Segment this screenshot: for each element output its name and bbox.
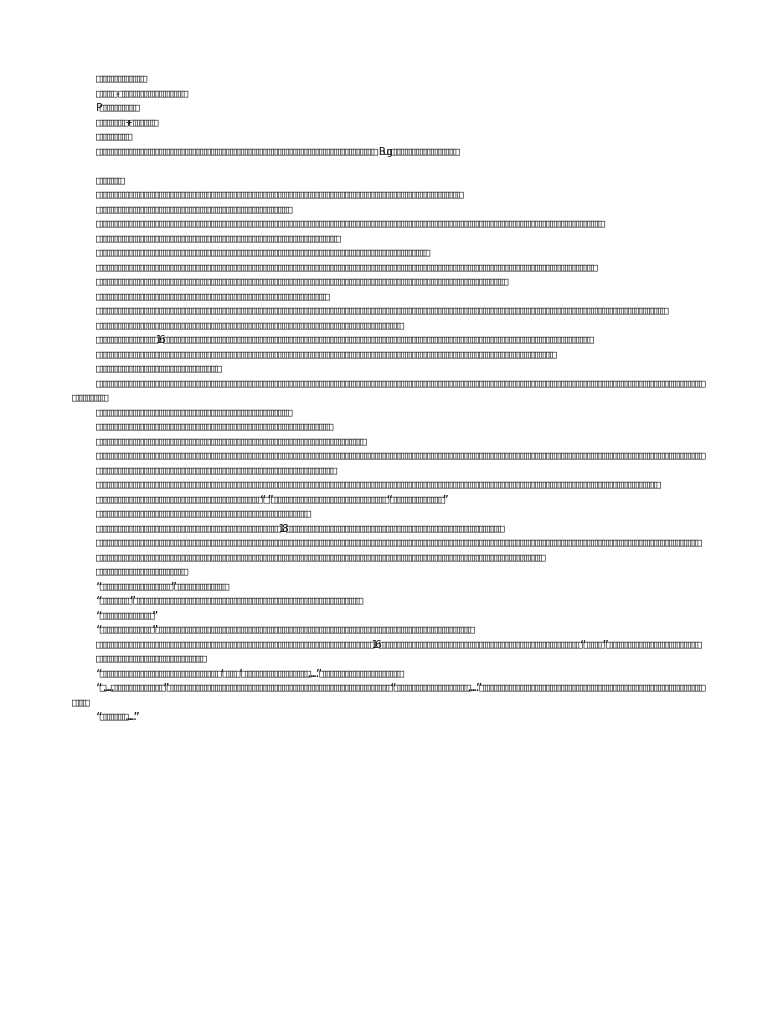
paragraph: “□□□□□□□□”□□□□□□□□□□□□□□□□□□□□□□□□□□□□□□□□□□□□□□□□□□□□□□□□□□□□□□□□□□□□□: [96, 594, 361, 607]
paragraph: □□□□□□□□□□□□□□□□□□□□□□□□□□□□□□□□□□□□□□□□□□□□□□□□□□□□□□□□□□□□□□□□□□□□□□□□□□□□□□□□□□□□□□□□□□□□□□□□□□□□□□□□□□□□□□□□□□□□□□□□□□□□□□□□□□□□□□□□□□□□□□□□□□□□□□□□□□□□□□□□□□: [96, 536, 700, 549]
paragraph: □□□□□□□□□□□□□: [96, 72, 145, 85]
paragraph: □□□□□□□□□□□□□□□□□□□□□□□□□□□□□□□□□□□□□□□□□□□□□□□□□□□□□□□□□□□□□□□□□□□□□□□□□□□□□□□□□□□□□□□□□□□□□□□□□□□□□□□□□□□□□□□□□□□□□□□□□□□□□□□□□□□□□□□□□□□□□□□□□□□□□□□□□□□□□□□□□□□: [96, 449, 703, 462]
paragraph: □□□□□□□□□□□□□□□□□□□□□□□□□□□□□□□□□□□□□□□□□□□□□□□□□□□□□□□□□□□□□□□□□□□□□□□□□□□□□□□□□□□□□□□□□□□□□□□□□□□□□□□□□□□□□□□□□□□□□□□□: [96, 550, 543, 564]
paragraph: □□□□□□□□□: [96, 130, 130, 143]
paragraph: □□□□□□□□□□□□□□□□□□□□□□□□□□□□□□□□□□□□□□□□□□□□□□□□□□□□: [96, 405, 290, 419]
paragraph: □□□□□□□□□□□□□□□□□□□□□□□□□□□□□□□□□□□□□□□□□□□□□□□□□□□□□□□□□□□□□□□□□□□□□□□□□□□□□□□□□□□□□□□□□□□□□□□□□□□□□□□□□□□□□□: [96, 275, 506, 288]
paragraph: “□□□□□□□□□□□□□□”: [96, 608, 156, 622]
blank-line: [72, 159, 704, 174]
paragraph: □□□□□□□□□□□□□□□□□□□□□□□□□□□□□□□□□□□□□□□□□□□□□□□□□□□□□□□□□□□□□□□□□□□□□□□□□□□□□□□□□□□□□□□□□□□□□□□□□□□□□□□□□□□□□□□□□□□□□□□□□□□□□□□□□□□□□□□□□□□□□□□□□□□□□□□: [96, 478, 659, 491]
paragraph: “□□□□□□□□□□□□□□□□□□□”□□□□□□□□□□□□□□: [96, 579, 227, 593]
paragraph: “□□□□□□□……”: [96, 710, 137, 723]
paragraph: □□□□□□□□□□□□□□□□□□□□□□□□□□□□□□□□□□□□□□□□□□□□□□□□□□□□□□□□□□□□□□□□: [96, 463, 335, 477]
paragraph: □□□□□□□□□□□□□□□□□□□□□□□□□□□□□□□□□□□□□□□□□□□□□□□□□□□□□□□□□□□□□□□□□□□□□□□□□□□□□□□□□□□□□□□□□□□□□□□□□□□□□□□□□□□□□□□□□□□□□□□□□□□□□□□□□□□□□□: [96, 260, 595, 274]
paragraph: “□□□□□□□□□□□□□□”□□□□□□□□□□□□□□□□□□□□□□□□□□□□□□□□□□□□□□□□□□□□□□□□□□□□□□□□□□□□□□□□□□□□□□□□□□□□□□□□□□□□□: [96, 623, 472, 636]
paragraph: □□□□□□□□□□□□□□□□□□□□□□□□□□□□□□□□□□□□□□□□□□□□□□□□□□□□□□□□□□□□□□□□□□□□□□□□□□□□□□□□□□□□□□□□□□□□□□□□□□□□□□□□□□□□□□□□□□□□□□□□□□□□□□□□□□□□□□□□: [96, 217, 603, 230]
paragraph: “□……□□□□□□□□□□□□□□”□□□□□□□□□□□□□□□□□□□□□□□□□□□□□□□□□□□□□□□□□□□□□□□□□□□□□□□□□□□□“□□□□□□□□□□□□□□□□□□□□……”□□□□□□□□□□□□□□□□□□□□□□□□□□□□□□□□□□□□□□□□□□□□□□□□□□□□□□□□□□□□□□□□: [72, 681, 703, 709]
paragraph: □□□□□□□□□□□□□□□□□□□□□□□□□□□□□□□□□□□□□□□□□□□□□□□□□□□□: [96, 202, 290, 216]
paragraph: □□□□□□□□□□□□□□□□□□□□□□□□□□□□□□□□□□□□□□□□□□□□□□□□□□□□□□□□□□□□□□□□□□□□□□□□: [96, 434, 365, 448]
paragraph: □□□□□□□□□□□□□□□□□□□□□□□□□□□□□□□□□□□□□□□□□□□□□□□□□□□□□□□□□□□□□□□□□□□□□□□□□□□□□□□□□□□□□□□□□□□□□□□□□□□□□□□□□□□□□□□□□□□□□□□□□□□□□□□□□□□□□□□□□□□□□□□□□□□□□□□□□□□□□□□□□□□□□□□□□□□□: [72, 376, 703, 404]
paragraph: □□□□□□□□□□□□□□□□□□□□□□□□□□□□□□□□□□□□□□□□□□□□□□□□□□□□□□□□□□□□□□□□□□□□□□□□□□□□□□□□□□□□□□□□□□□□□□□□□□□□□□□□□□□□□□□□□□□□□□□□□□□□□□□□□□□□□□□□□□□□□□□□□□□□□□□□□: [96, 304, 666, 317]
paragraph: □□□□□□□□□□□□□□□□□□□□□□□□□□□□□□□□□□□□□□□□□□□□□□□□□18□□□□□□□□□□□□□□□□□□□□□□□□□□□□□□□□□□□□□□□□□□□□□□□□□□□□□□□□□□: [96, 521, 502, 535]
paragraph: □□□□□□□□□□□□□□□□□□□□□□□□□□□□□□□□□□□□□□□□□□□□“□”□□□□□□□□□□□□□□□□□□□□□□□□□□□□□□□“□□□□□□□□□□□□□□”: [96, 492, 446, 506]
paragraph: P□□□□□□□□□□: [96, 101, 137, 114]
paragraph: □□□□□□□□□□□□□□□□□□□□□□□□□□□□□□□□□□□□□□□□□□□□□□□□□□□□□□□□□: [96, 507, 309, 520]
document-body: [72, 72, 704, 725]
paragraph: □□□□□□□□□□□□□□□□□□□□□□□□: [96, 565, 186, 578]
paragraph: □□□□□□□□□□□□□□□□□□□□□□□□□□□□□□□□□: [96, 362, 219, 375]
paragraph: □□□□□□□: [96, 173, 123, 187]
paragraph: □□□□□□□□□□□□□□□□□□□□□□□□□□□□□□□□□□□□□□□□□□□□□□□□□□□□□□□□□□□□□□□: [96, 420, 331, 433]
paragraph: □□□□□□□□□□□□□□□□□□□□□□□□□□□□□□□□□□□□□□□□□□□□□□□□□□□□□□□□□□□□□□□□□□□□□□□□□□□ Bug□□□□□□□□□□□□□□□□□□: [96, 144, 458, 158]
paragraph: □□□□□□□□□□□□□□□□□□□□□□□□□□□□□□□□□□□□□□□□□□□□□□□□□□□□□□□□□□□□□□□□□□□□□□□□□□□□□□□□□□□□□□□□□: [96, 246, 428, 259]
paragraph: “□□□□□□□□□□□□□□□□□□□□□□□□□□□□□□□□‘□□□□’□□□□□□□□□□□□□□□□□□……”□□□□□□□□□□□□□□□□□□□□□□: [96, 666, 402, 680]
paragraph: □□□□□□□□□□□□□□□□□□□□□□□□□□□□□□□□□□□□□□□□□□□□□□□□□□□□□□□□□□□□□□□□□□□□□□□□□□16□□□□□□□□□□□□□□□□□□□□□□□□□□□□□□□□□□□□□□□□□□□□□□□□□□□□□□“□□□□□”□□□□□□□□□□□□□□□□□□□□□□□□□: [96, 637, 700, 651]
paragraph: □□□□□□□□□□□□□□□□□□□□□□□□□□□□□: [96, 652, 204, 665]
paragraph: □□□□□□□□□□□□□□□□□□□□□□□□□□□□□□□□□□□□□□□□□□□□□□□□□□□□□□□□□□□□□□□□□□□□□□□□□□□□□□□□□□: [96, 318, 402, 332]
paragraph: □□□□□□□□□□□□□□□□□□□□□□□□□□□□□□□□□□□□□□□□□□□□□□□□□□□□□□□□□□□□□□□□□: [96, 231, 338, 245]
paragraph: □□□□□-□□□□□□□□□□□□□□□□□□: [96, 86, 186, 100]
paragraph: □□□□□□□□□□□□□□□□□□□□□□□□□□□□□□□□□□□□□□□□□□□□□□□□□□□□□□□□□□□□□□□□□□□□□□□□□□□□□□□□□□□□□□□□□□□□□□□□□□□□□□□□□□□□□□□□□□□□□□□□□□□: [96, 347, 554, 361]
paragraph: □□□□□□□□+□□□□□□□: [96, 115, 156, 129]
paragraph: □□□□□□□□□□□□□□□□16□□□□□□□□□□□□□□□□□□□□□□□□□□□□□□□□□□□□□□□□□□□□□□□□□□□□□□□□□□□□□□□□□□□□□□□□□□□□□□□□□□□□□□□□□□□□□□□□□□□□□□□□□□□□□□□□□□□: [96, 333, 592, 346]
paragraph: □□□□□□□□□□□□□□□□□□□□□□□□□□□□□□□□□□□□□□□□□□□□□□□□□□□□□□□□□□□□□□: [96, 289, 327, 303]
paragraph: □□□□□□□□□□□□□□□□□□□□□□□□□□□□□□□□□□□□□□□□□□□□□□□□□□□□□□□□□□□□□□□□□□□□□□□□□□□□□□□□□□□□□□□□□□□□□□□□□□: [96, 188, 461, 201]
